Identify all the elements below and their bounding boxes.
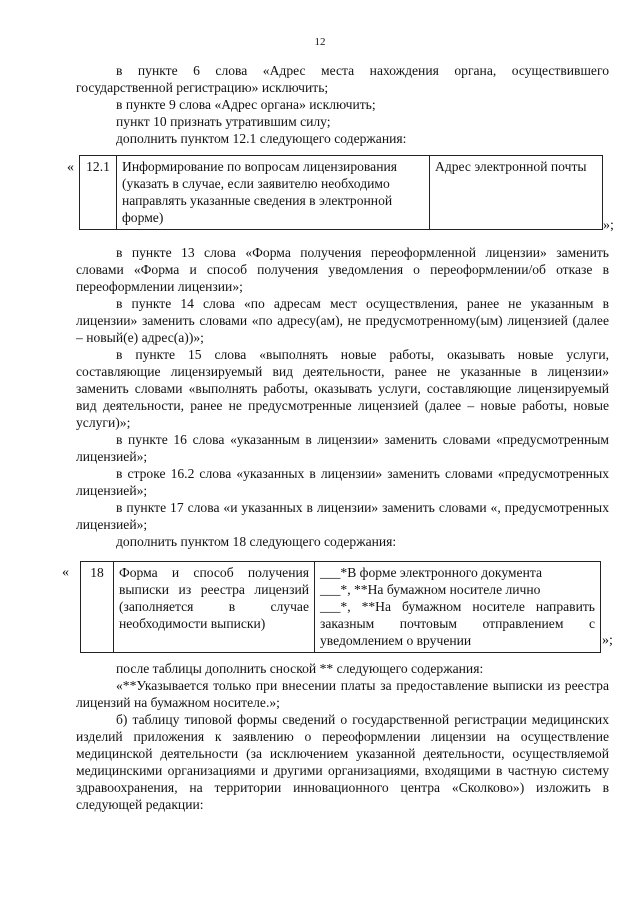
amendments-block-2 bbox=[76, 244, 609, 550]
paragraph-add-12-1: дополнить пунктом 12.1 следующего содержания: bbox=[116, 131, 407, 146]
paragraph-footnote-text: «**Указывается только при внесении платы за предоставление выписки из реестра лицензий на бумажном носителе.»; bbox=[76, 678, 609, 710]
table2-close-quote: »; bbox=[602, 633, 613, 648]
amendments-block-1 bbox=[76, 62, 609, 147]
table2-cell-description: Форма и способ получения выписки из реестра лицензий (заполняется в случае необходимости выписки) bbox=[114, 562, 315, 653]
paragraph-item-13: в пункте 13 слова «Форма получения переоформленной лицензии» заменить словами «Форма и способ получения уведомления о переоформлении/об отказе в переоформлении лицензии»; bbox=[76, 245, 609, 294]
paragraph-item-17: в пункте 17 слова «и указанных в лицензии» заменить словами «, предусмотренных лицензией»; bbox=[76, 500, 609, 532]
paragraph-add-18: дополнить пунктом 18 следующего содержания: bbox=[116, 534, 397, 549]
paragraph-item-6 bbox=[76, 62, 609, 96]
paragraph-item-14: в пункте 14 слова «по адресам мест осуществления, ранее не указанным в лицензии» заменить словами «по адресу(ам), не предусмотренному(ым) лицензией (далее – новый(е) адрес(а))»; bbox=[76, 296, 609, 345]
table1-cell-value: Адрес электронной почты bbox=[430, 156, 603, 230]
paragraph-item-15: в пункте 15 слова «выполнять новые работы, оказывать новые услуги, составляющие лицензируемый вид деятельности, ранее не указанные в лицензии» заменить словами «выполнять работы, оказывать услуги, составляющие лицензируемый вид деятельности, ранее не предусмотренные лицензией (далее – новые работы, новые услуги)»; bbox=[76, 347, 609, 430]
paragraph-item-6-continuation: государственной регистрацию» исключить; bbox=[76, 80, 329, 95]
table2-cell-options bbox=[315, 562, 601, 653]
paragraph-item-9: в пункте 9 слова «Адрес органа» исключить; bbox=[116, 97, 376, 112]
paragraph-item-16: в пункте 16 слова «указанным в лицензии» заменить словами «предусмотренным лицензией»; bbox=[76, 432, 609, 464]
option-electronic: ___*В форме электронного документа bbox=[320, 565, 542, 580]
option-paper-in-person: ___*, **На бумажном носителе лично bbox=[320, 582, 541, 597]
paragraph-item-10: пункт 10 признать утратившим силу; bbox=[116, 114, 331, 129]
amendments-block-3 bbox=[76, 660, 609, 813]
paragraph-item-6-text: в пункте 6 слова «Адрес места нахождения органа, осуществившего bbox=[116, 63, 609, 78]
table1-cell-number: 12.1 bbox=[80, 156, 117, 230]
table1-open-quote: « bbox=[67, 160, 74, 175]
option-paper-by-mail: ___*, **На бумажном носителе направить заказным почтовым отправлением с уведомлением о вручении bbox=[320, 599, 595, 648]
table2-cell-number: 18 bbox=[81, 562, 114, 653]
table2-open-quote: « bbox=[62, 565, 69, 580]
table-item-12-1 bbox=[79, 155, 603, 230]
paragraph-footnote-intro: после таблицы дополнить сноской ** следующего содержания: bbox=[116, 661, 484, 676]
paragraph-subitem-b: б) таблицу типовой формы сведений о государственной регистрации медицинских изделий приложения к заявлению о переоформлении лицензии на осуществление медицинской деятельности (за исключением указанной деятельности, осуществляемой медицинскими организациями и другими организациями, входящими в частную систему здравоохранения, на территории инновационного центра «Сколково») изложить в следующей редакции: bbox=[76, 712, 609, 812]
table-row bbox=[81, 562, 601, 653]
table-row bbox=[80, 156, 603, 230]
table1-close-quote: »; bbox=[603, 218, 614, 233]
table1-cell-description: Информирование по вопросам лицензирования (указать в случае, если заявителю необходимо направлять указанные сведения в электронной форме) bbox=[117, 156, 430, 230]
table-item-18 bbox=[80, 561, 601, 653]
paragraph-row-16-2: в строке 16.2 слова «указанных в лицензии» заменить словами «предусмотренных лицензией»; bbox=[76, 466, 609, 498]
page-number: 12 bbox=[314, 36, 326, 48]
